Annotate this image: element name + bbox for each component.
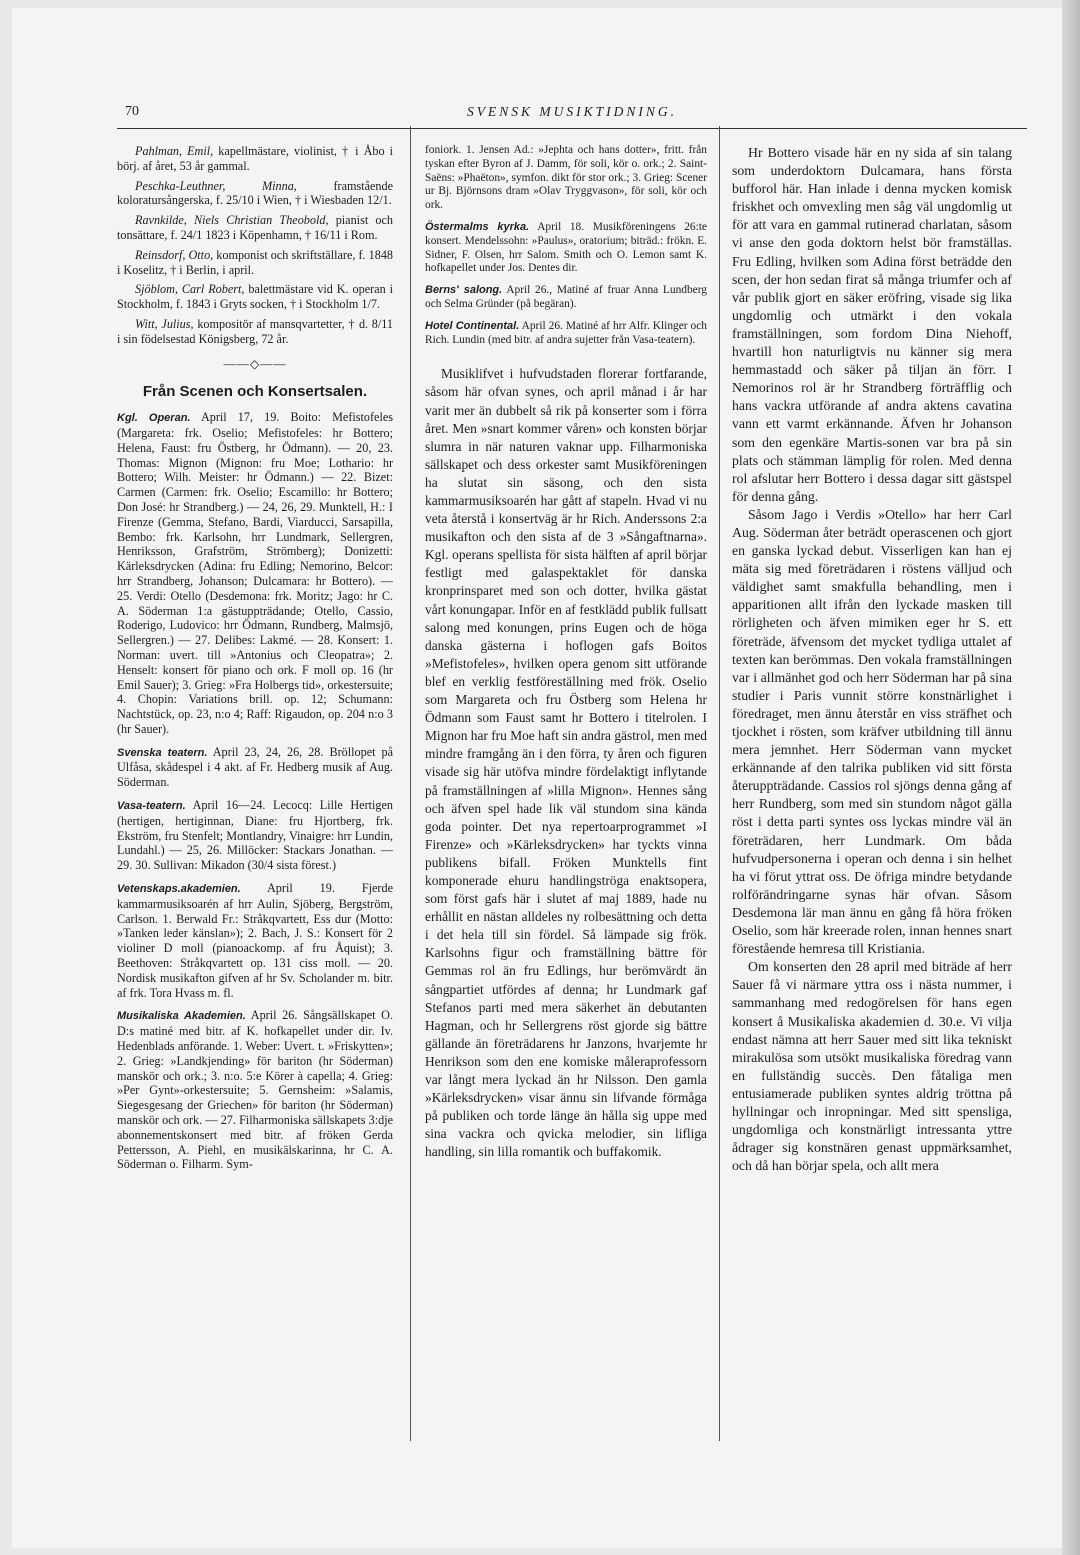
performance-text: April 26. Sångsällskapet O. D:s matiné med bitr. af K. hofkapellet under dir. Iv. Hedenblads anförande. 1. Weber: Uvert. t. »Friskytten»; 2. Grieg: »Landkjending» för bariton (hr Söderman) manskör och ork.; 3. n:o. 5:e Körer à capella; 4. Grieg: »Per Gynt»-orkestersuite; 5. Gernsheim: »Salamis, Siegesgesang der Griechen» för bariton (hr Söderman) manskör och ork. — 27. Filharmoniska sällskapets 3:dje abonnementskonsert med bitr. af fröken Gerda Pettersson, A. Piehl, en musikälskarinna, hr C. A. Söderman o. Filharm. Sym- <box>117 1008 393 1172</box>
performance-entry <box>117 881 393 1000</box>
continuation-text: foniork. 1. Jensen Ad.: »Jephta och hans dotter», fritt. från tyskan efter Byron af J. Damm, för soli, kör o. ork.; 2. Saint-Saëns: »Phaëton», symfon. dikt för stor ork.; 3. Grieg: Scener ur Bj. Björnsons dram »Olav Tryggvason», för soli, kör och ork. <box>425 144 707 212</box>
paragraph: Såsom Jago i Verdis »Otello» har herr Carl Aug. Söderman åter beträdt operascenen och gjort en ganska lyckad debut. Visserligen kan han ej mäta sig med företrädaren i röstens välljud och väldighet samt smakfulla behandling, men i apparitionen allt ifrån den lyckade masken till rörligheten och äfven mimiken eger hr S. ett företräde, äfvensom det mycket tydliga uttalet af texten kan berömmas. Den vokala framställningen var i allmänhet god och herr Söderman har på sina studier i Paris vunnit större konstnärlighet i föredraget, men ännu återstår en viss sträfhet och tjockhet i rösten, som kräfver utbildning till ännu mera jemnhet. Herr Söderman vann mycket erkännande af den talrika publiken vid sitt första återuppträdande. Cassios rol sjöngs denna gång af herr Rundberg, som med sin stundom något gälla röst i detta parti syntes oss lyckas mindre väl än företrädaren, herr Lundmark. Om båda hufvudpersonerna i operan och denna i sin helhet ha vi förut yttrat oss. De öfriga mindre betydande rolförändringarne synas här ofvan. Såsom Desdemona lär man ännu en gång få höra fröken Oselio, som här kreerade rolen, innan hennes snart förestående hemresa till Kristiania. <box>732 506 1012 957</box>
review-prose <box>425 365 707 1161</box>
paragraph: Hr Bottero visade här en ny sida af sin talang som underdoktorn Dulcamara, hans första bufforol här. Han inlade i denna mycken komisk friskhet och omvexling men såg väl ungdomlig ut för att vara en gammal rutinerad charlatan, såsom vi anse den goda doktorn helst bör framställas. Fru Edling, hvilken som Adina först beträdde den scen, der hon sedan firat så många triumfer och af vår publik gjort en säker eröfring, visade sig lika ungdomlig och utmärkt i den vokala framställningen, som fordom Dina Niehoff, hvartill hon naturligtvis nu känner sig mera hemmastadd och säker på tiljan än förr. I Nemorinos rol är hr Strandberg förträfflig och hans vackra utförande af andra aktens cavatina vann ett varmt erkännande. Äfven hr Johanson som den egenkäre Martis-sonen var bra på sin plats och stämman lämplig för rolen. Med denna rol afslutar herr Bottero i dessa dagar sitt gästspel för denna gång. <box>732 145 1012 504</box>
venue-name: Svenska teatern. <box>117 746 208 759</box>
performance-entry <box>425 284 707 312</box>
performance-text: April 26., Matiné af fruar Anna Lundberg och Selma Gründer (på begäran). <box>425 284 707 310</box>
paragraph: Om konserten den 28 april med biträde af herr Sauer få vi närmare yttra oss i nästa nummer, i sammanhang med redogörelsen för hans egen konsert å Musikaliska akademien d. 30.e. Vi vilja endast nämna att herr Sauer med sitt lika tekniskt mirakulösa som utsökt musikaliska föredrag vann en fullständig succès. Den fåtaliga men entusiamerade publiken syntes aldrig tröttna på hyllningar och inropningar. Med sitt spensliga, ungdomliga och konstnärligt intressanta yttre ådrager sig konstnären genast uppmärksamhet, och då han börjar spela, och allt mera <box>732 959 1012 1174</box>
performance-text: April 18. Musikföreningens 26:te konsert. Mendelssohn: »Paulus», oratorium; biträd.: frökn. E. Sidner, F. Olsen, hrr Salom. Smith och O. Lemon samt K. hofkapellet under Jos. Dentes dir. <box>425 220 707 275</box>
performance-text: April 26. Matiné af hrr Alfr. Klinger och Rich. Lundin (med bitr. af andra sujetter från Vasa-teatern). <box>425 319 707 346</box>
person-name: Reinsdorf, Otto, <box>135 247 214 262</box>
performance-entry <box>117 798 393 873</box>
person-name: Peschka-Leuthner, Minna, <box>135 178 297 193</box>
performance-entry <box>117 1008 393 1172</box>
paragraph: Musiklifvet i hufvudstaden florerar fortfarande, såsom här ofvan synes, och april månad i år har varit mer än dubbelt så rik på konserter som i förra året. Men »snart kommer våren» och konsten börjar slumra in när naturen vaknar upp. Filharmoniska sällskapet och dess orkester samt Musikföreningen ha slutat sin säsong, och den sista kammarmusiksoarén har gått af stapeln. Hvad vi nu veta återstå i konsertväg är hr Rich. Anderssons 2:a musikafton och den sista af de 3 »Sångaftnarna». Kgl. operans spellista för sista hälften af april börjar festligt med galaspektaklet för danska kronprinsparet med son och dotter, hvilka gästat vårt konungapar. Inför en af festklädd publik fullsatt salong med konungen, prins Eugen och de höga danska gästerna i hoflogen gafs Boitos »Mefistofeles», hvilken opera genom sitt utförande blef en verklig festföreställning med frök. Oselio som Margareta och fru Östberg som Helena hr Ödmann som Faust samt hr Bottero i titelrolen. I Mignon har fru Moe haft sin andra gästrol, men med mindre framgång än i den förra, ty åren och figuren visade sig här utöfva mindre fördelaktigt inflytande på framställningen af »lilla Mignon». Hennes sång och äfven spel hade lik väl stundom sina kända goda pointer. Det nya repertoarprogrammet »I Firenze» och »Kärleksdrycken» har tyckts vinna publikens bifall. Fröken Munktells fint komponerade ehuru handlingströga enaktsopera, som först gafs här i slutet af maj 1889, hade nu erhållit en nästan alldeles ny rolbesättning och detta i det hela till sin fördel. Så lämpade sig frök. Karlsohns figur och framställning bättre för Gemmas rol än fru Edlings, hur berömvärdt än sångpartiet utfördes af denna; hr Lundmark gaf Stefanos parti med mera säkerhet än debutanten Hagman, och hr Sellergrens röst gjorde sig bättre gällande än företrädarens hr Janzons, hvarjemte hr Henrikson som den ene komiske måleraprofessorn var långt mera lyckad än hr Nilsson. Den gamla »Kärleksdrycken» visar ännu sin lifvande förmåga på publiken och torde länge än hålla sig uppe med sina vackra och qvicka melodier, sin lifliga handling, sin lilla romantik och buffakomik. <box>425 366 707 1160</box>
obituary-text: framstående koloratursångerska, f. 25/10 i Wien, † i Wiesbaden 12/1. <box>117 178 393 208</box>
obituary-entry <box>117 248 393 278</box>
obituary-entry <box>117 179 393 209</box>
performance-text: April 19. Fjerde kammarmusiksoarén af hrr Aulin, Sjöberg, Bergström, Carlson. 1. Berwald Fr.: Stråkqvartett, Ess dur (Motto: »Tanken leder känslan»); 2. Bach, J. S.: Konsert för 2 violiner D moll (pianoackomp. af fru Åquist); 3. Beethoven: Stråkqvartett op. 131 ciss moll. — 20. Nordisk musikafton gifven af hr Sv. Scholander m. bitr. af frk. Tora Hvass m. fl. <box>117 881 393 1000</box>
performance-entry <box>117 745 393 790</box>
venue-name: Östermalms kyrka. <box>425 220 530 233</box>
performance-text: April 17, 19. Boito: Mefistofeles (Margareta: frk. Oselio; Mefistofeles: hr Bottero; Helena, Faust: fru Östberg, hr Ödmann). — 20, 23. Thomas: Mignon (Mignon: fru Moe; Lothario: hr Bottero; Wilh. Meister: hr Ödmann.) — 22. Bizet: Carmen (Carmen: frk. Oselio; Escamillo: hr Bottero; Don José: hr Strandberg.) — 24, 26, 29. Munktell, H.: I Firenze (Gemma, Stefano, Bardi, Viarducci, Sarsapilla, Bembo: frk. Karlsohn, hrr Lundmark, Sellergren, Henriksson, Grafström, Strömberg); Donizetti: Kärleksdrycken (Adina: fru Edling; Nemorino, Belcor: hrr Strandberg, Johanson; Dulcamara: hr Bottero). — 25. Verdi: Otello (Desdemona: frk. Moritz; Jago: hr C. A. Söderman 1:a gästuppträdande; Otello, Cassio, Roderigo, Ludovico: hrr Ödmann, Rundberg, Malmsjö, Sellergren.) — 27. Delibes: Lakmé. — 28. Konsert: 1. Norman: uvert. till »Antonius och Cleopatra»; 2. Henselt: konsert för piano och ork. F moll op. 16 (hr Emil Sauer); 3. Grieg: »Fra Holbergs tid», orkestersuite; 4. Chopin: Variations brill. op. 12; Schumann: Nachtstück, op. 23, n:o 4; Raff: Rigaudon, op. 204 n:o 3 (hr Sauer). <box>117 410 393 736</box>
venue-name: Vasa-teatern. <box>117 800 186 813</box>
page-binding-edge <box>1062 0 1080 1555</box>
venue-name: Berns' salong. <box>425 284 503 297</box>
section-title: Från Scenen och Konsertsalen. <box>142 383 368 401</box>
person-name: Witt, Julius, <box>135 316 194 331</box>
person-name: Ravnkilde, Niels Christian Theobold, <box>135 213 329 228</box>
obituary-text: komponist och skriftställare, f. 1848 i Koselitz, † i Berlin, i april. <box>117 247 393 277</box>
obituary-entry <box>117 144 393 174</box>
obituary-entry <box>117 317 393 347</box>
performance-entry <box>425 320 707 348</box>
venue-name: Hotel Continental. <box>425 319 520 332</box>
obituary-text: kompositör af mansqvartetter, † d. 8/11 i sin födelsestad Königsberg, 72 år. <box>117 316 393 346</box>
venue-name: Vetenskaps.akademien. <box>117 883 241 896</box>
obituary-text: kapellmästare, violinist, † i Åbo i börj. af året, 53 år gammal. <box>117 144 393 173</box>
column-right <box>732 144 1012 1449</box>
column-left <box>117 144 393 1449</box>
page-header <box>117 98 1027 129</box>
column-middle <box>425 144 707 1449</box>
obituary-text: pianist och tonsättare, f. 24/1 1823 i Köpenhamn, † 16/11 i Rom. <box>117 213 393 242</box>
performance-text: April 16—24. Lecocq: Lille Hertigen (hertigen, hertiginnan, Diane: fru Hjortberg, frk. Ekström, fru Stenfelt; Montlandry, Vinaigre: hrr Lundin, Lundahl.) — 25, 26. Millöcker: Stackars Jonathan. — 29. 30. Sullivan: Mikadon (30/4 sista förest.) <box>117 798 393 873</box>
obituary-text: balettmästare vid K. operan i Stockholm, f. 1843 i Gryts socken, † i Stockholm 1/7. <box>117 282 393 312</box>
venue-name: Musikaliska Akademien. <box>117 1010 246 1023</box>
performance-entry <box>117 410 393 737</box>
section-ornament: ——◇—— <box>223 356 287 371</box>
column-rule <box>719 126 720 1441</box>
performance-text: April 23, 24, 26, 28. Bröllopet på Ulfåsa, skådespel i 4 akt. af Fr. Hedberg musik af Aug. Söderman. <box>117 744 393 790</box>
page-number: 70 <box>125 104 139 119</box>
person-name: Pahlman, Emil, <box>135 144 214 158</box>
person-name: Sjöblom, Carl Robert, <box>135 282 245 297</box>
journal-title: SVENSK MUSIKTIDNING. <box>466 104 677 119</box>
performance-entry <box>425 221 707 276</box>
column-rule <box>410 126 411 1441</box>
obituary-list <box>117 144 393 347</box>
obituary-entry <box>117 213 393 243</box>
venue-name: Kgl. Operan. <box>117 412 191 425</box>
obituary-entry <box>117 282 393 312</box>
